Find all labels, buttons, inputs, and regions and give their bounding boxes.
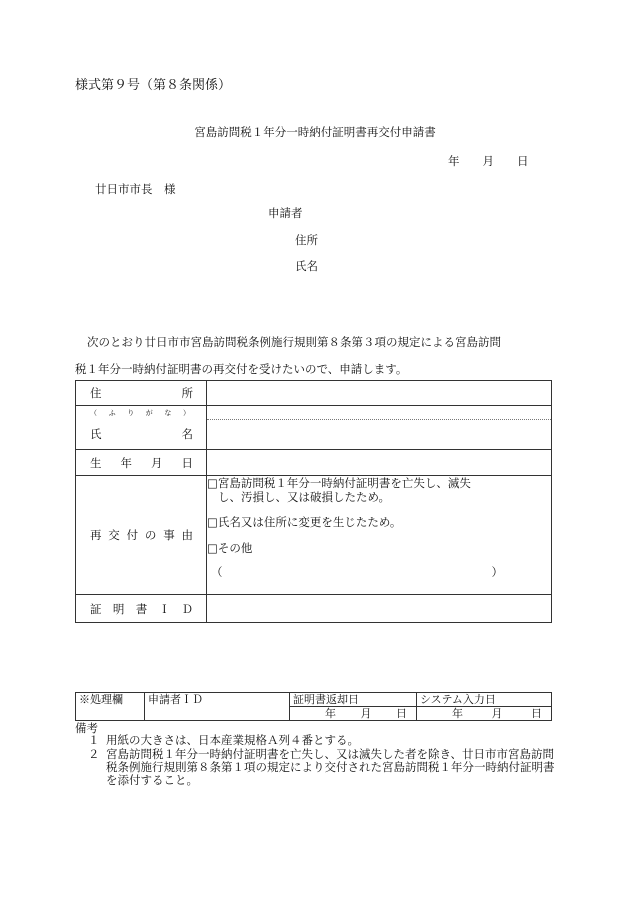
applicant-id-label: 申請者ＩＤ bbox=[145, 693, 290, 721]
label-char: 明 bbox=[112, 601, 125, 616]
page-title: 宮島訪問税１年分一時納付証明書再交付申請書 bbox=[194, 125, 436, 139]
label-char: Ｉ bbox=[158, 601, 171, 616]
reason-option-lost-cont: し、汚損し、又は破損したため。 bbox=[218, 490, 391, 504]
addressee: 廿日市市長 様 bbox=[95, 182, 176, 196]
reason-option-changed[interactable]: □氏名又は住所に変更を生じたため。 bbox=[207, 515, 402, 529]
note-text: 用紙の大きさは、日本産業規格Ａ列４番とする。 bbox=[106, 733, 359, 747]
label-char: 所 bbox=[181, 386, 193, 400]
label-char: 氏 bbox=[90, 427, 102, 442]
label-char: 月 bbox=[151, 455, 163, 470]
furigana-field[interactable] bbox=[207, 406, 552, 420]
label-char: 生 bbox=[90, 455, 102, 470]
label-char: 名 bbox=[181, 427, 193, 442]
label-char: 証 bbox=[90, 601, 102, 616]
notes-heading: 備考 bbox=[75, 721, 98, 735]
date-line: 年 月 日 bbox=[448, 154, 529, 168]
furigana-char: り bbox=[127, 408, 135, 417]
birthdate-label-cell bbox=[76, 450, 207, 476]
form-number: 様式第９号（第８条関係） bbox=[75, 78, 232, 93]
note-number: ２ bbox=[88, 747, 100, 761]
note-item bbox=[88, 734, 558, 747]
name-field[interactable] bbox=[207, 420, 552, 450]
note-number: １ bbox=[88, 733, 100, 747]
label-char: 住 bbox=[90, 386, 102, 400]
label-char: 付 bbox=[126, 528, 139, 542]
certificate-id-field[interactable] bbox=[207, 595, 552, 623]
reason-option-lost[interactable]: □宮島訪問税１年分一時納付証明書を亡失し、滅失 bbox=[207, 476, 471, 490]
note-item bbox=[88, 748, 558, 787]
system-date-field[interactable] bbox=[417, 707, 552, 721]
ymd-char: 年 bbox=[325, 707, 336, 720]
label-char: 再 bbox=[90, 528, 102, 542]
furigana-char: ） bbox=[182, 408, 190, 417]
label-char: 事 bbox=[163, 528, 175, 542]
other-reason-input[interactable] bbox=[207, 564, 503, 580]
ymd-char: 月 bbox=[360, 707, 372, 720]
intro-line-1: 次のとおり廿日市市宮島訪問税条例施行規則第８条第３項の規定による宮島訪問 bbox=[87, 335, 501, 349]
paren-open: （ bbox=[211, 565, 223, 579]
label-char: 日 bbox=[181, 455, 193, 470]
label-char: 年 bbox=[120, 455, 132, 470]
furigana-char: ふ bbox=[108, 408, 116, 417]
furigana-label-cell bbox=[76, 406, 207, 420]
address-label-cell bbox=[76, 381, 207, 406]
ymd-char: 月 bbox=[491, 707, 503, 720]
furigana-char: が bbox=[145, 408, 153, 417]
returned-date-field[interactable] bbox=[290, 707, 417, 721]
note-text: 宮島訪問税１年分一時納付証明書を亡失し、又は滅失した者を除き、廿日市市宮島訪問税条例施行規則第８条第１項の規定により交付された宮島訪問税１年分一時納付証明書を添付すること。 bbox=[106, 747, 555, 787]
label-char: 書 bbox=[135, 601, 148, 616]
processing-header: ※処理欄 bbox=[76, 693, 145, 721]
processing-table bbox=[75, 692, 552, 721]
certificate-id-label-cell bbox=[76, 595, 207, 623]
applicant-label: 申請者 bbox=[268, 206, 303, 220]
returned-date-label: 証明書返却日 bbox=[290, 693, 417, 707]
ymd-char: 年 bbox=[452, 707, 463, 720]
applicant-name-label: 氏名 bbox=[295, 259, 318, 273]
ymd-char: 日 bbox=[531, 707, 542, 720]
address-field[interactable] bbox=[207, 381, 552, 406]
reason-options-cell bbox=[207, 476, 552, 595]
birthdate-field[interactable] bbox=[207, 450, 552, 476]
applicant-address-label: 住所 bbox=[295, 233, 318, 247]
reason-label-cell bbox=[76, 476, 207, 595]
system-date-label: システム入力日 bbox=[417, 693, 552, 707]
paren-close: ） bbox=[491, 565, 503, 579]
name-label-cell bbox=[76, 420, 207, 450]
intro-line-2: 税１年分一時納付証明書の再交付を受けたいので、申請します。 bbox=[75, 362, 408, 376]
label-char: の bbox=[144, 528, 157, 542]
ymd-char: 日 bbox=[396, 707, 407, 720]
application-table bbox=[75, 380, 552, 623]
label-char: 交 bbox=[108, 528, 120, 542]
furigana-char: な bbox=[164, 408, 172, 417]
reason-option-other[interactable]: □その他 bbox=[207, 541, 253, 555]
furigana-char: （ bbox=[90, 408, 97, 417]
label-char: Ｄ bbox=[181, 601, 193, 616]
label-char: 由 bbox=[181, 528, 193, 542]
